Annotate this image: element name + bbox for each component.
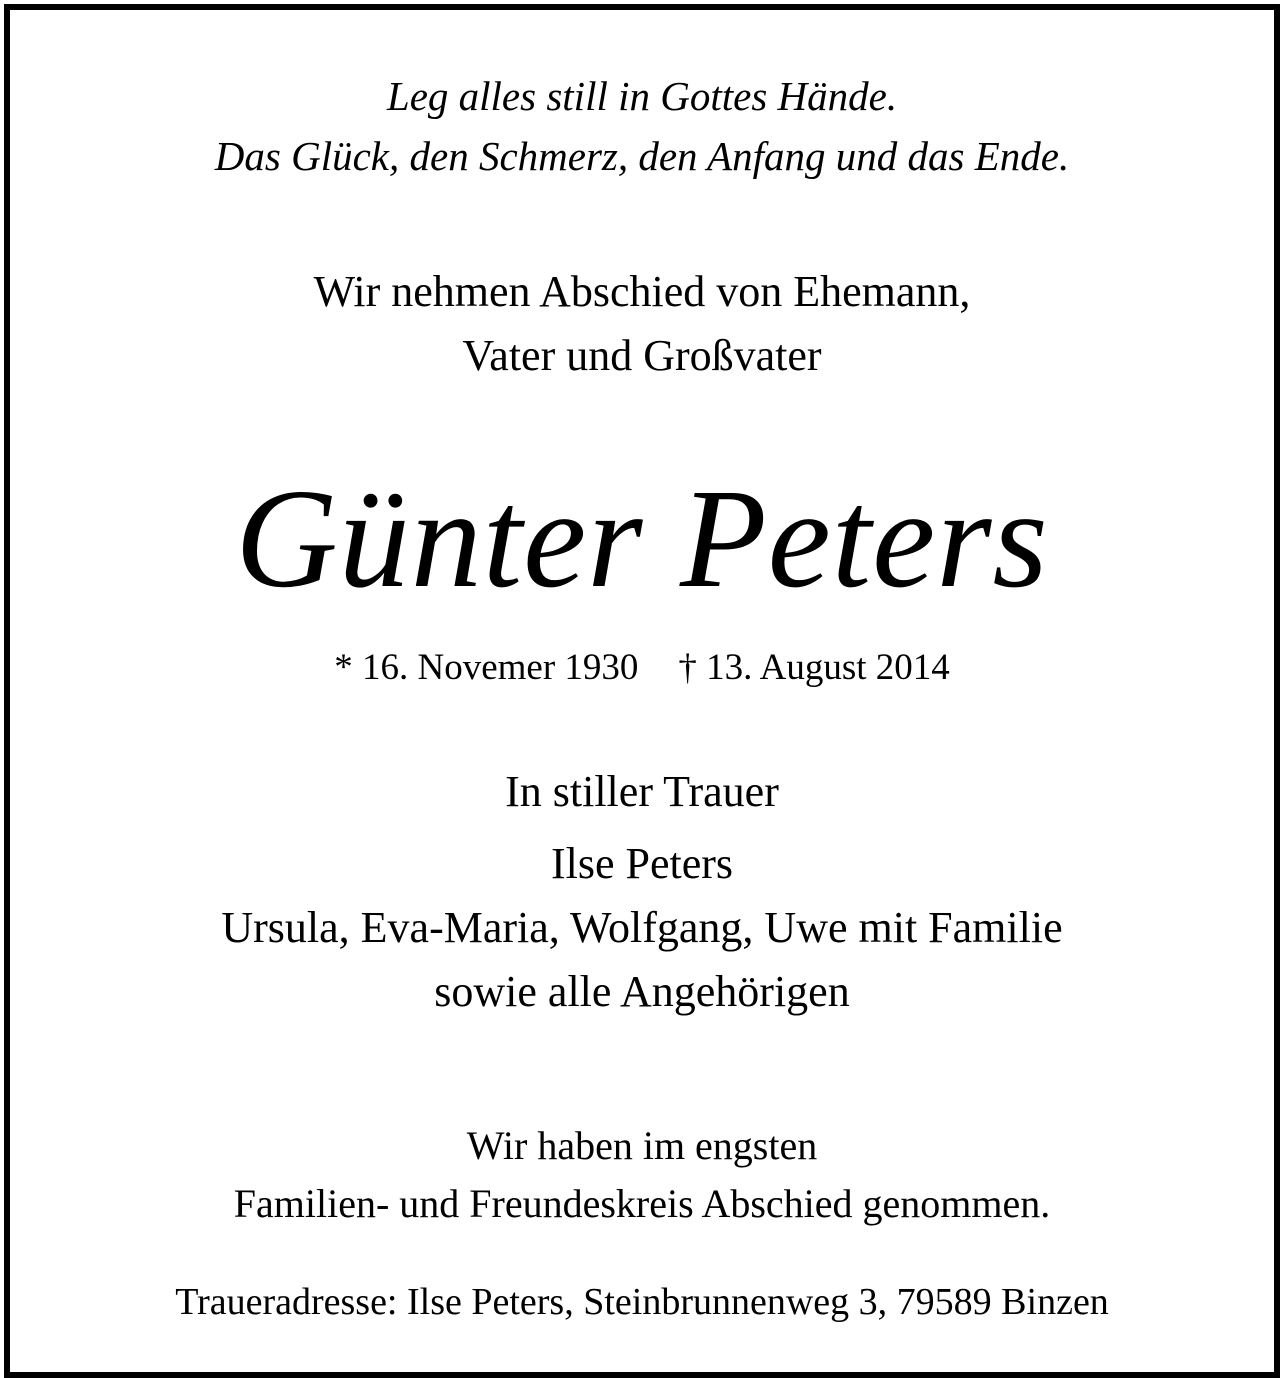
verse-line-2: Das Glück, den Schmerz, den Anfang und das Ende.: [214, 133, 1070, 179]
life-dates: [10, 646, 1274, 689]
closing-line-1: Wir haben im engsten: [466, 1123, 818, 1168]
obituary-frame: [4, 4, 1280, 1378]
birth-date: * 16. Novemer 1930: [334, 647, 639, 688]
closing-line-2: Familien- und Freundeskreis Abschied genommen.: [233, 1181, 1051, 1226]
death-date: † 13. August 2014: [678, 647, 950, 688]
mourning-heading: In stiller Trauer: [505, 767, 779, 816]
farewell-line-2: Vater und Großvater: [462, 331, 822, 380]
verse-line-1: Leg alles still in Gottes Hände.: [386, 73, 898, 119]
farewell-line-1: Wir nehmen Abschied von Ehemann,: [313, 267, 971, 316]
mourner-relatives: sowie alle Angehörigen: [434, 967, 850, 1016]
deceased-name: Günter Peters: [235, 459, 1049, 617]
obituary-notice: [10, 10, 1274, 1372]
mourner-children: Ursula, Eva-Maria, Wolfgang, Uwe mit Familie: [221, 903, 1063, 952]
mourning-address: Traueradresse: Ilse Peters, Steinbrunnenweg 3, 79589 Binzen: [175, 1281, 1109, 1323]
mourner-spouse: Ilse Peters: [550, 839, 734, 888]
